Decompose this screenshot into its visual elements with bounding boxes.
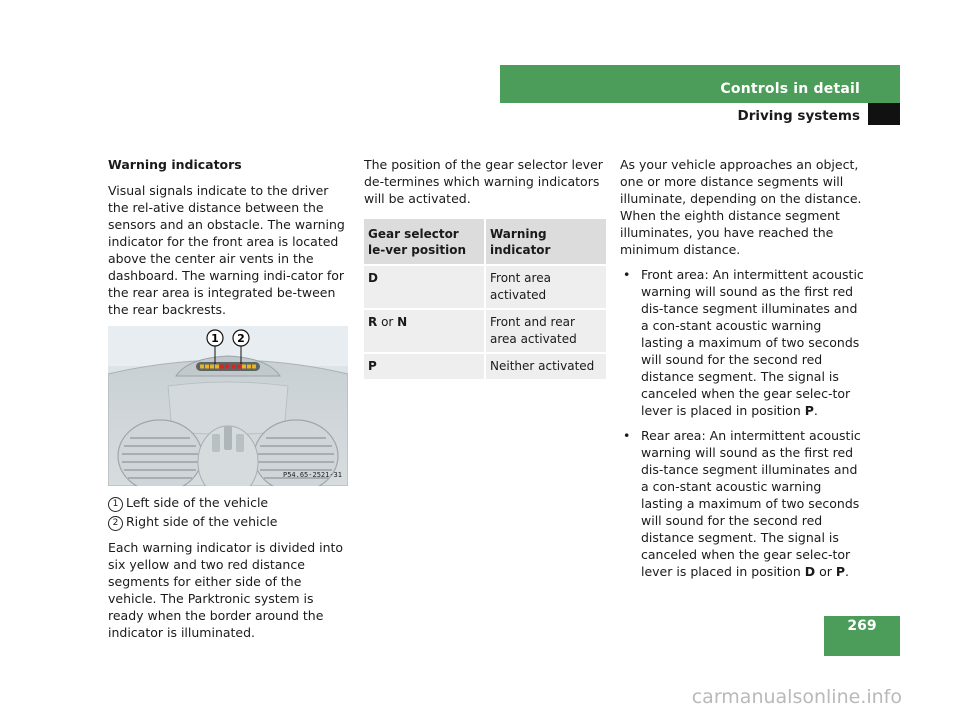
section-title: Controls in detail	[720, 81, 860, 97]
table-cell-indicator: Neither activated	[485, 353, 606, 379]
header-band	[500, 65, 900, 103]
legend-text-2: Right side of the vehicle	[126, 514, 278, 529]
table-cell-indicator: Front area activated	[485, 265, 606, 309]
table-header-row	[364, 219, 606, 265]
page-number: 269	[847, 618, 877, 634]
table-row	[364, 353, 606, 379]
bullet-icon: •	[623, 428, 631, 443]
intro-paragraph: Visual signals indicate to the driver the rel-ative distance between the sensors and an obstacle. The warning indicator for the front area is located above the center air vents in the dashboard. The warning indi-cator for the rear area is integrated be-tween the rear backrests.	[108, 183, 345, 317]
table-cell-gear: P	[364, 353, 485, 379]
legend-item-right	[108, 513, 350, 531]
column-3	[620, 156, 864, 588]
table-row	[364, 265, 606, 309]
dashboard-illustration	[108, 326, 348, 486]
subsection-title: Driving systems	[737, 108, 860, 124]
approach-paragraph: As your vehicle approaches an object, one or more distance segments will illuminate, depending on the distance. When the eighth distance segment illuminates, you have reached the minimum distance.	[620, 157, 862, 257]
dashboard-figure	[108, 326, 348, 486]
segments-paragraph: Each warning indicator is divided into six yellow and two red distance segments for either side of the vehicle. The Parktronic system is ready when the border around the indicator is illuminated.	[108, 540, 344, 640]
figure-legend	[108, 494, 350, 531]
page-number-box	[824, 616, 900, 656]
table-row	[364, 309, 606, 353]
legend-item-left	[108, 494, 350, 512]
list-item-front-area: • Front area: An intermittent acoustic warning will sound as the first red dis-tance segment illuminates and a con-stant acoustic warning lasting a maximum of two seconds will sound for the second red distance segment. The signal is canceled when the gear selec-tor lever is placed in position P.	[623, 267, 864, 418]
legend-num-2: 2	[108, 516, 123, 531]
column-1	[108, 156, 350, 649]
callout-1-label: 1	[211, 332, 219, 345]
watermark: carmanualsonline.info	[691, 686, 902, 708]
legend-text-1: Left side of the vehicle	[126, 495, 269, 510]
warning-bullets	[620, 266, 864, 580]
table-cell-indicator: Front and rear area activated	[485, 309, 606, 353]
callout-2-label: 2	[237, 332, 245, 345]
table-header-gear: Gear selector le-ver position	[364, 219, 485, 265]
table-cell-gear: D	[364, 265, 485, 309]
table-header-indicator: Warning indicator	[485, 219, 606, 265]
gear-selector-table	[364, 219, 606, 379]
gear-intro-paragraph: The position of the gear selector lever de-termines which warning indicators will be activated.	[364, 157, 603, 206]
column-2	[364, 156, 606, 379]
header-marker	[868, 103, 900, 125]
table-cell-gear: R or N	[364, 309, 485, 353]
warning-indicators-heading: Warning indicators	[108, 157, 242, 172]
bullet-icon: •	[623, 267, 631, 282]
list-item-rear-area: • Rear area: An intermittent acoustic warning will sound as the first red dis-tance segment illuminates and a con-stant acoustic warning lasting a maximum of two seconds will sound for the second red distance segment. The signal is canceled when the gear selec-tor lever is placed in position D or P.	[623, 428, 861, 579]
figure-code: P54.65-2521-31	[282, 471, 342, 479]
legend-num-1: 1	[108, 497, 123, 512]
